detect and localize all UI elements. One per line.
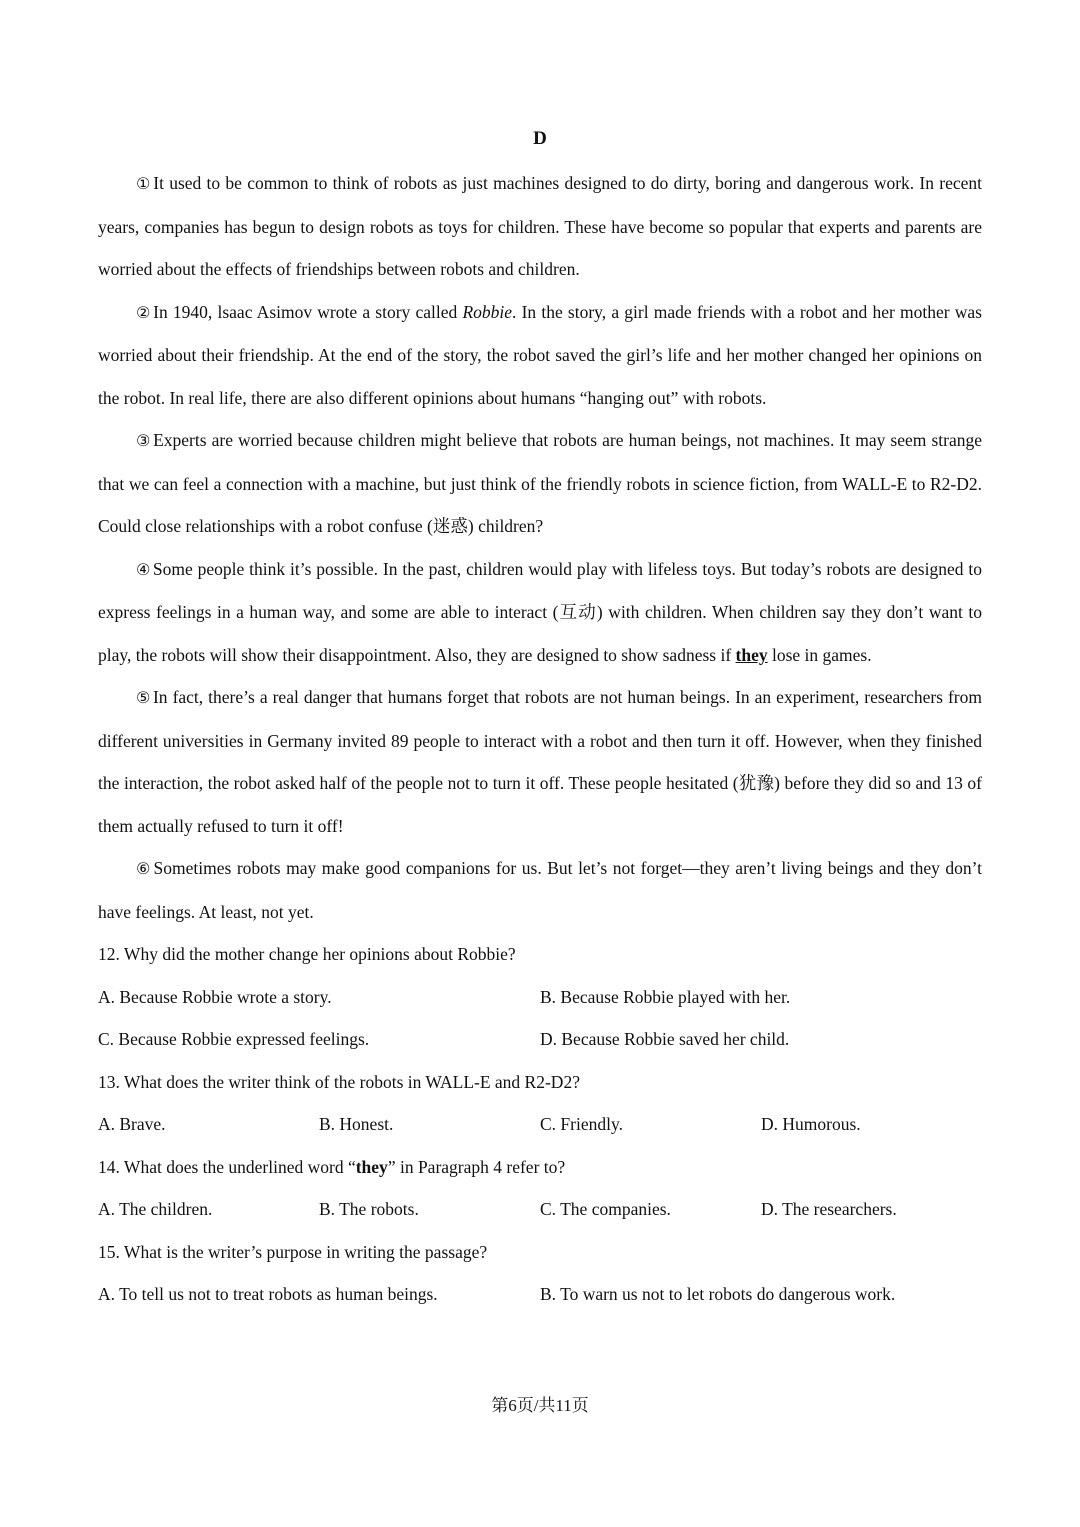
- paragraph-number: ⑤: [136, 688, 151, 707]
- paragraph-3: [98, 419, 982, 548]
- option-c[interactable]: C. The companies.: [540, 1199, 671, 1219]
- option-d[interactable]: D. The researchers.: [761, 1199, 897, 1219]
- paragraph-5: [98, 676, 982, 847]
- paragraph-number: ③: [136, 431, 152, 450]
- option-c[interactable]: C. Friendly.: [540, 1114, 623, 1134]
- option-a[interactable]: A. To tell us not to treat robots as human beings.: [98, 1284, 438, 1304]
- option-a[interactable]: A. Brave.: [98, 1114, 166, 1134]
- paragraph-2: [98, 291, 982, 420]
- question-14-options: [98, 1188, 982, 1231]
- paragraph-text: Some people think it’s possible. In the past, children would play with lifeless toys. But today’s robots are designed to express feelings in a human way, and some are able to interact (互动) with children. When children say they don’t want to play, the robots will show their disappointment. Also, they are designed to show sadness if: [98, 558, 982, 665]
- option-b[interactable]: B. To warn us not to let robots do dangerous work.: [540, 1284, 896, 1304]
- passage-and-questions: [98, 162, 982, 1316]
- paragraph-number: ②: [136, 302, 152, 322]
- question-15-options: [98, 1273, 982, 1316]
- option-c[interactable]: C. Because Robbie expressed feelings.: [98, 1029, 370, 1049]
- paragraph-6: [98, 847, 982, 933]
- option-b[interactable]: B. The robots.: [319, 1199, 419, 1219]
- question-12-options: [98, 976, 982, 1019]
- option-a[interactable]: A. The children.: [98, 1199, 213, 1219]
- question-text: ” in Paragraph 4 refer to?: [387, 1156, 566, 1177]
- option-d[interactable]: D. Because Robbie saved her child.: [540, 1029, 790, 1049]
- question-15: 15. What is the writer’s purpose in writing the passage?: [98, 1241, 488, 1262]
- paragraph-1: [98, 162, 982, 291]
- paragraph-text: . In the story, a girl made friends with a robot and her mother was worried about their friendship. At the end of the story, the robot saved the girl’s life and her mother changed her opinions on the robot. In real life, there are also different opinions about humans “hanging out” with robots.: [98, 301, 982, 408]
- option-b[interactable]: B. Because Robbie played with her.: [540, 986, 791, 1007]
- option-a[interactable]: A. Because Robbie wrote a story.: [98, 986, 332, 1007]
- page-footer: 第6页/共11页: [491, 1396, 589, 1415]
- paragraph-number: ①: [136, 174, 152, 193]
- story-title: Robbie: [462, 301, 513, 322]
- paragraph-text: lose in games.: [767, 644, 872, 665]
- question-13-options: [98, 1103, 982, 1146]
- paragraph-number: ④: [136, 559, 151, 579]
- paragraph-text: It used to be common to think of robots as just machines designed to do dirty, boring and dangerous work. In recent years, companies has begun to design robots as toys for children. These have become so popular that experts and parents are worried about the effects of friendships between robots and children.: [98, 173, 983, 279]
- paragraph-text: Sometimes robots may make good companions for us. But let’s not forget—they aren’t living beings and they don’t have feelings. At least, not yet.: [98, 858, 983, 922]
- paragraph-4: [98, 548, 982, 677]
- underlined-word: they: [735, 644, 768, 665]
- question-14: [98, 1146, 982, 1189]
- question-keyword: they: [355, 1156, 388, 1177]
- option-b[interactable]: B. Honest.: [319, 1114, 394, 1134]
- paragraph-text: Experts are worried because children might believe that robots are human beings, not machines. It may seem strange that we can feel a connection with a machine, but just think of the friendly robots in science fiction, from WALL-E to R2-D2. Could close relationships with a robot confuse (迷惑) children?: [98, 430, 982, 536]
- paragraph-number: ⑥: [136, 859, 152, 878]
- section-heading: D: [533, 128, 547, 149]
- option-d[interactable]: D. Humorous.: [761, 1114, 861, 1134]
- question-13: 13. What does the writer think of the robots in WALL-E and R2-D2?: [98, 1071, 580, 1092]
- question-12-options: [98, 1018, 982, 1061]
- paragraph-text: In fact, there’s a real danger that humans forget that robots are not human beings. In an experiment, researchers from different universities in Germany invited 89 people to interact with a robot and then turn it off. However, when they finished the interaction, the robot asked half of the people not to turn it off. These people hesitated (犹豫) before they did so and 13 of them actually refused to turn it off!: [98, 687, 982, 836]
- question-12: 12. Why did the mother change her opinions about Robbie?: [98, 944, 516, 964]
- question-text: 14. What does the underlined word “: [98, 1156, 356, 1177]
- paragraph-text: In 1940, lsaac Asimov wrote a story called: [153, 301, 463, 322]
